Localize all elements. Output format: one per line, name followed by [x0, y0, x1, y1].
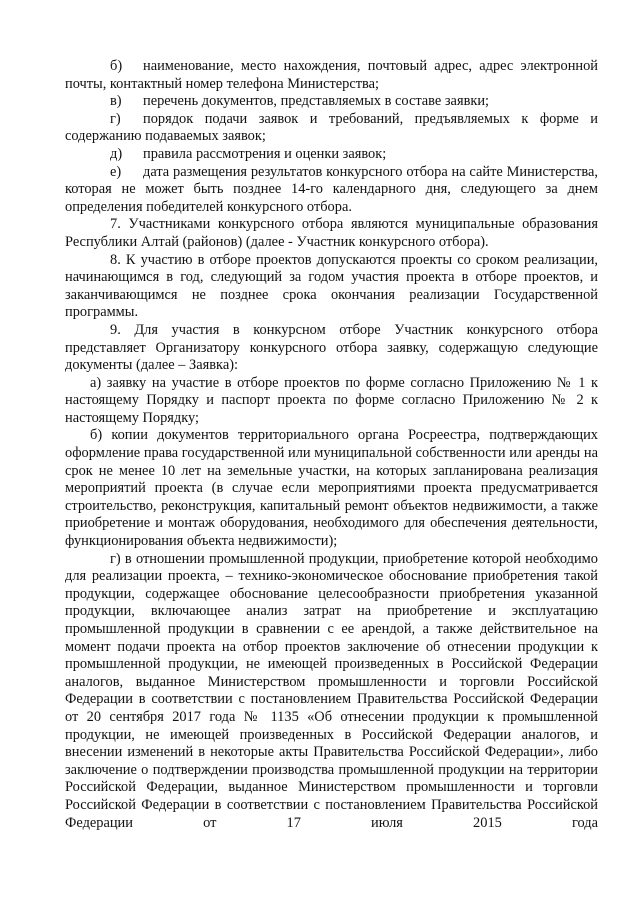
subpoint-letter: д) [110, 145, 123, 162]
paragraph-9b: б) копии документов территориального органа Росреестра, подтверждающих оформление права государственной или муниципальной собственности или аренды на срок не менее 10 лет на земельные участки, на которых запланирована реализация мероприятий проекта (в случае если мероприятиями проекта предусматривается строительство, реконструкция, капитальный ремонт объектов недвижимости, а также приобретение и монтаж оборудования, необходимого для обеспечения деятельности, функционирования объекта недвижимости); [65, 427, 598, 550]
subpoint-text: перечень документов, представляемых в составе заявки; [143, 93, 490, 110]
subpoint-text: порядок подачи заявок и требований, предъявляемых к форме и содержанию подаваемых заявок; [65, 110, 598, 145]
subpoint-v [65, 93, 598, 111]
subpoint-text: правила рассмотрения и оценки заявок; [143, 145, 387, 162]
subpoint-letter: в) [110, 93, 122, 110]
paragraph-9a: а) заявку на участие в отборе проектов по форме согласно Приложению № 1 к настоящему Порядку и паспорт проекта по форме согласно Приложению № 2 к настоящему Порядку; [65, 374, 598, 426]
subpoint-g [65, 111, 598, 146]
paragraph-7: 7. Участниками конкурсного отбора являются муниципальные образования Республики Алтай (районов) (далее - Участник конкурсного отбора). [65, 216, 598, 250]
subpoint-text: наименование, место нахождения, почтовый адрес, адрес электронной почты, контактный номер телефона Министерства; [65, 58, 598, 92]
subpoint-b [65, 58, 598, 93]
subpoint-e [65, 164, 598, 217]
subpoint-text: дата размещения результатов конкурсного отбора на сайте Министерства, которая не может быть позднее 14-го календарного дня, следующего за днем определения победителей конкурсного отбора. [65, 163, 598, 215]
subpoint-letter: е) [110, 163, 122, 180]
subpoint-d [65, 146, 598, 164]
subpoint-letter: б) [110, 58, 123, 74]
subpoint-letter: г) [110, 110, 121, 127]
paragraph-9g: г) в отношении промышленной продукции, приобретение которой необходимо для реализации проекта, – технико-экономическое обоснование приобретения такой продукции, содержащее обоснование целесообразности приобретения указанной продукции, включающее анализ затрат на приобретение и эксплуатацию промышленной продукции в сравнении с ее арендой, а также действительное на момент подачи проекта на отбор проектов заключение об отнесении продукции к промышленной продукции, не имеющей произведенных в Российской Федерации аналогов, выданное Министерством промышленности и торговли Российской Федерации в соответствии с постановлением Правительства Российской Федерации от 20 сентября 2017 года № 1135 «Об отнесении продукции к промышленной продукции, не имеющей произведенных в Российской Федерации аналогов, и внесении изменений в некоторые акты Правительства Российской Федерации», либо заключение о подтверждении производства промышленной продукции на территории Российской Федерации, выданное Министерством промышленности и торговли Российской Федерации в соответствии с постановлением Правительства Российской Федерации от 17 июля 2015 года [65, 550, 598, 831]
document-body [65, 58, 598, 832]
paragraph-8: 8. К участию в отборе проектов допускаются проекты со сроком реализации, начинающимся в год, следующий за годом участия проекта в отборе проектов, и заканчивающимся не позднее срока окончания реализации Государственной программы. [65, 251, 598, 321]
paragraph-9: 9. Для участия в конкурсном отборе Участник конкурсного отбора представляет Организатору конкурсного отбора заявку, содержащую следующие документы (далее – Заявка): [65, 321, 598, 374]
